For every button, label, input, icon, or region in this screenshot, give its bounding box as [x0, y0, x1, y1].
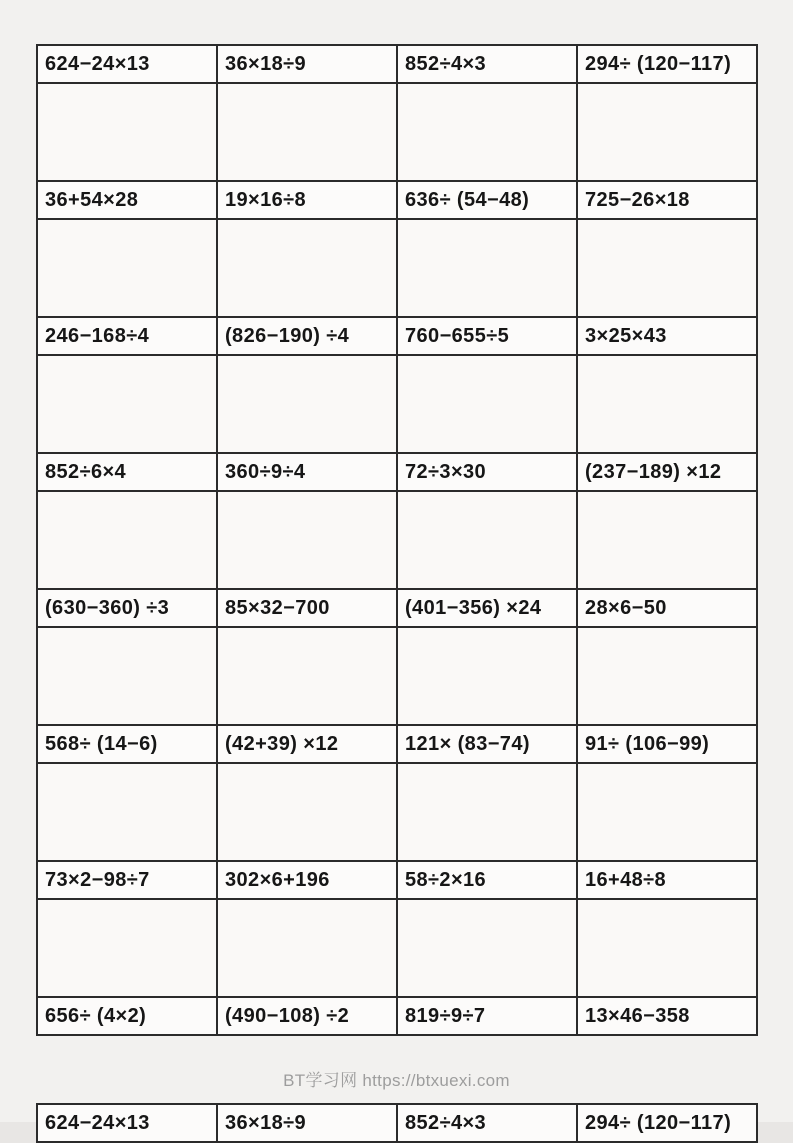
problem-row [37, 589, 757, 627]
problem-cell: (401−356) ×24 [397, 589, 577, 627]
problem-cell: (490−108) ÷2 [217, 997, 397, 1035]
work-space-cell [217, 83, 397, 181]
problem-cell: 656÷ (4×2) [37, 997, 217, 1035]
problem-cell: 852÷4×3 [397, 1104, 577, 1142]
problem-cell: 725−26×18 [577, 181, 757, 219]
work-row [37, 899, 757, 997]
work-space-cell [217, 763, 397, 861]
problem-cell: 760−655÷5 [397, 317, 577, 355]
problem-row [37, 317, 757, 355]
problem-cell: 58÷2×16 [397, 861, 577, 899]
work-space-cell [397, 491, 577, 589]
problem-cell: 121× (83−74) [397, 725, 577, 763]
problem-cell: 624−24×13 [37, 1104, 217, 1142]
problem-cell: 36+54×28 [37, 181, 217, 219]
problem-row [37, 725, 757, 763]
work-space-cell [37, 899, 217, 997]
work-space-cell [577, 355, 757, 453]
work-space-cell [397, 219, 577, 317]
work-space-cell [577, 627, 757, 725]
problem-row [37, 997, 757, 1035]
work-space-cell [397, 627, 577, 725]
problem-cell: 91÷ (106−99) [577, 725, 757, 763]
work-space-cell [397, 355, 577, 453]
work-space-cell [37, 83, 217, 181]
problem-cell: 85×32−700 [217, 589, 397, 627]
problem-cell: 13×46−358 [577, 997, 757, 1035]
problem-cell: 36×18÷9 [217, 45, 397, 83]
problem-cell: 246−168÷4 [37, 317, 217, 355]
work-space-cell [577, 219, 757, 317]
watermark: BT学习网 https://btxuexi.com [283, 1071, 510, 1090]
work-space-cell [577, 491, 757, 589]
problem-row [37, 861, 757, 899]
problem-cell: (237−189) ×12 [577, 453, 757, 491]
problem-cell: 28×6−50 [577, 589, 757, 627]
work-space-cell [217, 219, 397, 317]
problem-cell: 819÷9÷7 [397, 997, 577, 1035]
problem-row [37, 45, 757, 83]
problem-cell: 3×25×43 [577, 317, 757, 355]
work-row [37, 763, 757, 861]
work-space-cell [217, 355, 397, 453]
work-space-cell [37, 491, 217, 589]
work-space-cell [397, 83, 577, 181]
problem-row [37, 1104, 757, 1142]
next-page-preview [36, 1103, 758, 1134]
problem-cell: 36×18÷9 [217, 1104, 397, 1142]
work-space-cell [397, 899, 577, 997]
problem-row [37, 453, 757, 491]
work-row [37, 491, 757, 589]
problems-table [36, 44, 758, 1036]
problem-cell: 852÷6×4 [37, 453, 217, 491]
work-row [37, 83, 757, 181]
problem-cell: 294÷ (120−117) [577, 1104, 757, 1142]
problem-cell: 72÷3×30 [397, 453, 577, 491]
work-space-cell [37, 627, 217, 725]
work-row [37, 219, 757, 317]
work-space-cell [37, 355, 217, 453]
work-space-cell [217, 491, 397, 589]
work-space-cell [217, 627, 397, 725]
problem-cell: 16+48÷8 [577, 861, 757, 899]
problem-cell: 294÷ (120−117) [577, 45, 757, 83]
work-row [37, 627, 757, 725]
problem-cell: 852÷4×3 [397, 45, 577, 83]
work-space-cell [577, 899, 757, 997]
problem-cell: 360÷9÷4 [217, 453, 397, 491]
problem-cell: 73×2−98÷7 [37, 861, 217, 899]
problem-cell: 636÷ (54−48) [397, 181, 577, 219]
work-space-cell [577, 763, 757, 861]
problem-cell: (630−360) ÷3 [37, 589, 217, 627]
problem-cell: 302×6+196 [217, 861, 397, 899]
work-space-cell [37, 763, 217, 861]
next-page-table [36, 1103, 758, 1143]
problem-row [37, 181, 757, 219]
problem-cell: 19×16÷8 [217, 181, 397, 219]
problem-cell: (42+39) ×12 [217, 725, 397, 763]
problem-cell: 624−24×13 [37, 45, 217, 83]
problem-cell: 568÷ (14−6) [37, 725, 217, 763]
work-space-cell [397, 763, 577, 861]
work-space-cell [37, 219, 217, 317]
work-space-cell [577, 83, 757, 181]
work-space-cell [217, 899, 397, 997]
problem-cell: (826−190) ÷4 [217, 317, 397, 355]
work-row [37, 355, 757, 453]
